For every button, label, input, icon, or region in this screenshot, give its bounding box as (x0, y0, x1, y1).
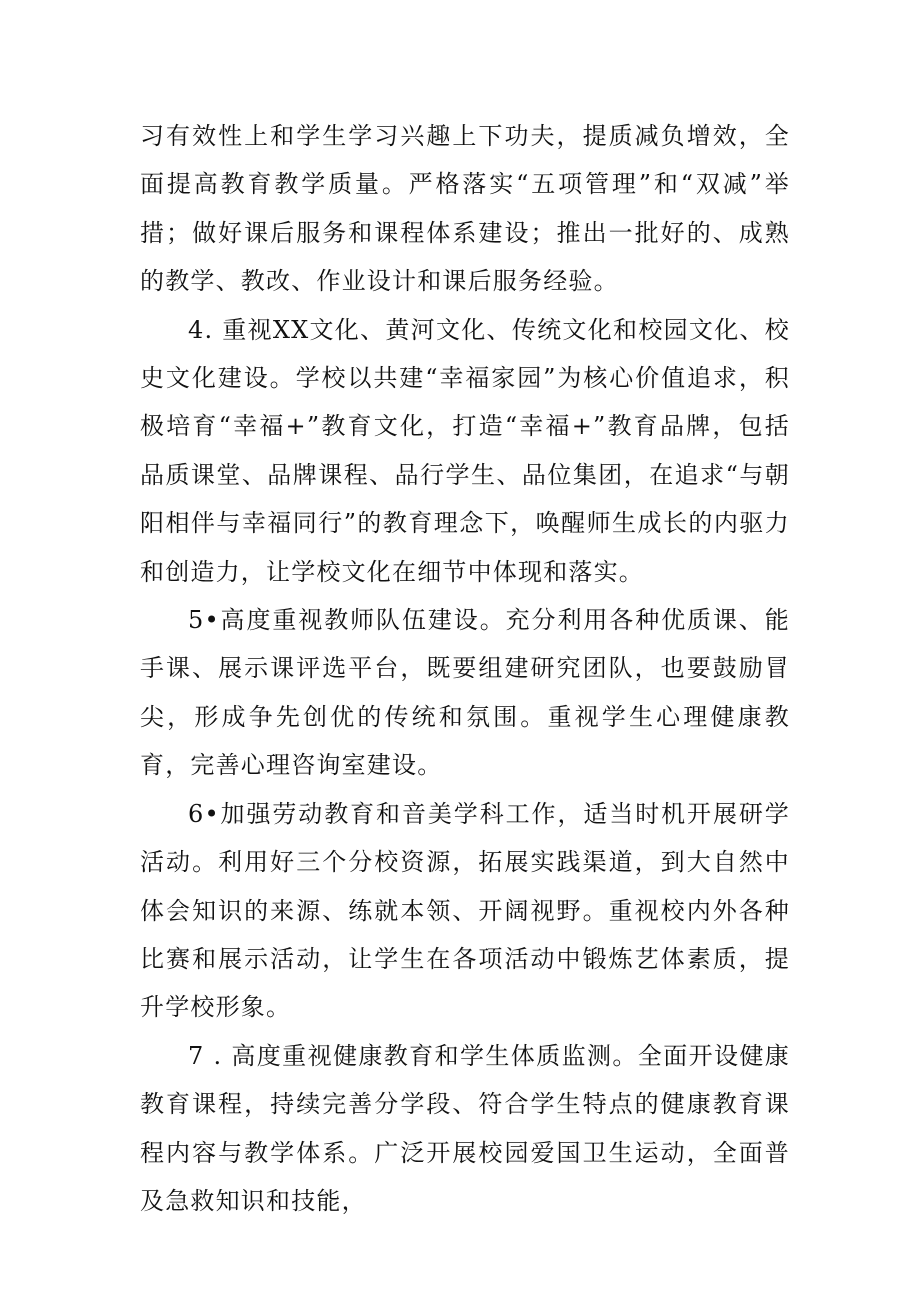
document-body (140, 112, 790, 1225)
paragraph-item-7: 7 . 高度重视健康教育和学生体质监测。全面开设健康教育课程，持续完善分学段、符合学生特点的健康教育课程内容与教学体系。广泛开展校园爱国卫生运动，全面普及急救知识和技能， (140, 1041, 790, 1215)
paragraph-continuation: 习有效性上和学生学习兴趣上下功夫，提质减负增效，全面提高教育教学质量。严格落实“五项管理”和“双减”举措；做好课后服务和课程体系建设；推出一批好的、成熟的教学、教改、作业设计和课后服务经验。 (140, 122, 790, 296)
paragraph-item-6: 6•加强劳动教育和音美学科工作，适当时机开展研学活动。利用好三个分校资源，拓展实践渠道，到大自然中体会知识的来源、练就本领、开阔视野。重视校内外各种比赛和展示活动，让学生在各项活动中锻炼艺体素质，提升学校形象。 (140, 799, 790, 1022)
paragraph-item-4: 4. 重视XX文化、黄河文化、传统文化和校园文化、校史文化建设。学校以共建“幸福家园”为核心价值追求，积极培育“幸福+”教育文化，打造“幸福+”教育品牌，包括品质课堂、品牌课程、品行学生、品位集团，在追求“与朝阳相伴与幸福同行”的教育理念下，唤醒师生成长的内驱力和创造力，让学校文化在细节中体现和落实。 (140, 315, 790, 586)
paragraph-item-5: 5•高度重视教师队伍建设。充分利用各种优质课、能手课、展示课评选平台，既要组建研究团队，也要鼓励冒尖，形成争先创优的传统和氛围。重视学生心理健康教育，完善心理咨询室建设。 (140, 606, 790, 780)
